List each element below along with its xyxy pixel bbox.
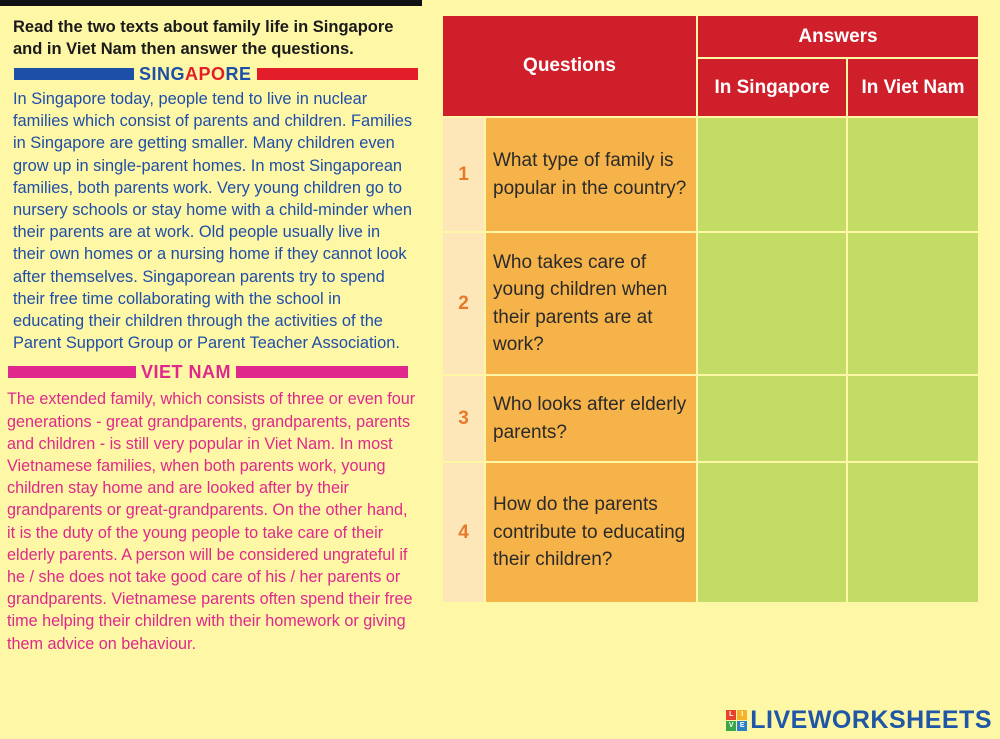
answer-vietnam-cell[interactable] xyxy=(847,462,979,603)
singapore-heading xyxy=(14,64,418,84)
answer-vietnam-cell[interactable] xyxy=(847,117,979,232)
table-row xyxy=(442,117,979,232)
answer-singapore-cell[interactable] xyxy=(697,232,847,375)
vietnam-text: The extended family, which consists of three or even four generations - great grandparents, grandparents, parents and children - is still very popular in Viet Nam. In most Vietnamese families, when both parents work, young children stay home and are looked after by their grandparents or great-grandparents. On the other hand, it is the duty of the young people to take care of their elderly parents. A person will be considered ungrateful if he / she does not take good care of his / her parents or grandparents. Vietnamese parents often spend their free time helping their children with their homework or giving them advice on behaviour. xyxy=(7,390,416,653)
question-text: What type of family is popular in the country? xyxy=(485,117,697,232)
heading-bar-right xyxy=(257,68,418,80)
heading-text-part3: RE xyxy=(225,63,252,84)
logo-mark-letter: L xyxy=(726,710,736,720)
logo-text: LIVEWORKSHEETS xyxy=(750,706,992,734)
heading-bar-left xyxy=(14,68,134,80)
instructions: Read the two texts about family life in Singapore and in Viet Nam then answer the questions. xyxy=(13,18,394,58)
question-text: Who looks after elderly parents? xyxy=(485,375,697,462)
logo-mark-letter: E xyxy=(737,721,747,731)
answer-singapore-cell[interactable] xyxy=(697,375,847,462)
heading-bar-right xyxy=(236,366,408,378)
question-text: Who takes care of young children when their parents are at work? xyxy=(485,232,697,375)
singapore-text: In Singapore today, people tend to live in nuclear families which consist of parents and children. Families in Singapore are getting smaller. Many children even grow up in single-parent homes. In most Singaporean families, both parents work. Very young children go to nursery schools or stay home with a child-minder when their parents are at work. Old people usually live in their own homes or a nursing home if they cannot look after themselves. Singaporean parents try to spend their free time collaborating with the school in educating their children through the activities of the Parent Support Group or Parent Teacher Association. xyxy=(13,90,413,353)
logo-mark-icon xyxy=(726,710,747,731)
answers-header: Answers xyxy=(697,15,979,58)
table-row xyxy=(442,462,979,603)
questions-header: Questions xyxy=(442,15,697,117)
logo-mark-letter: I xyxy=(737,710,747,720)
heading-text-part1: SING xyxy=(139,63,186,84)
question-text: How do the parents contribute to educating their children? xyxy=(485,462,697,603)
question-number: 2 xyxy=(442,232,485,375)
answer-singapore-cell[interactable] xyxy=(697,462,847,603)
question-number: 3 xyxy=(442,375,485,462)
question-number: 4 xyxy=(442,462,485,603)
answer-vietnam-cell[interactable] xyxy=(847,375,979,462)
table-row xyxy=(442,375,979,462)
answer-vietnam-cell[interactable] xyxy=(847,232,979,375)
table-row xyxy=(442,232,979,375)
questions-table xyxy=(441,14,980,604)
question-number: 1 xyxy=(442,117,485,232)
liveworksheets-logo[interactable] xyxy=(726,706,992,735)
heading-bar-left xyxy=(8,366,136,378)
logo-mark-letter: V xyxy=(726,721,736,731)
reading-panel xyxy=(8,16,416,655)
vietnam-heading xyxy=(8,362,408,382)
answer-singapore-cell[interactable] xyxy=(697,117,847,232)
col-header-vietnam: In Viet Nam xyxy=(847,58,979,117)
top-border-bar xyxy=(0,0,422,6)
vietnam-heading-label: VIET NAM xyxy=(141,361,232,382)
col-header-singapore: In Singapore xyxy=(697,58,847,117)
singapore-heading-label xyxy=(134,64,257,85)
heading-text-part2: APO xyxy=(185,63,226,84)
